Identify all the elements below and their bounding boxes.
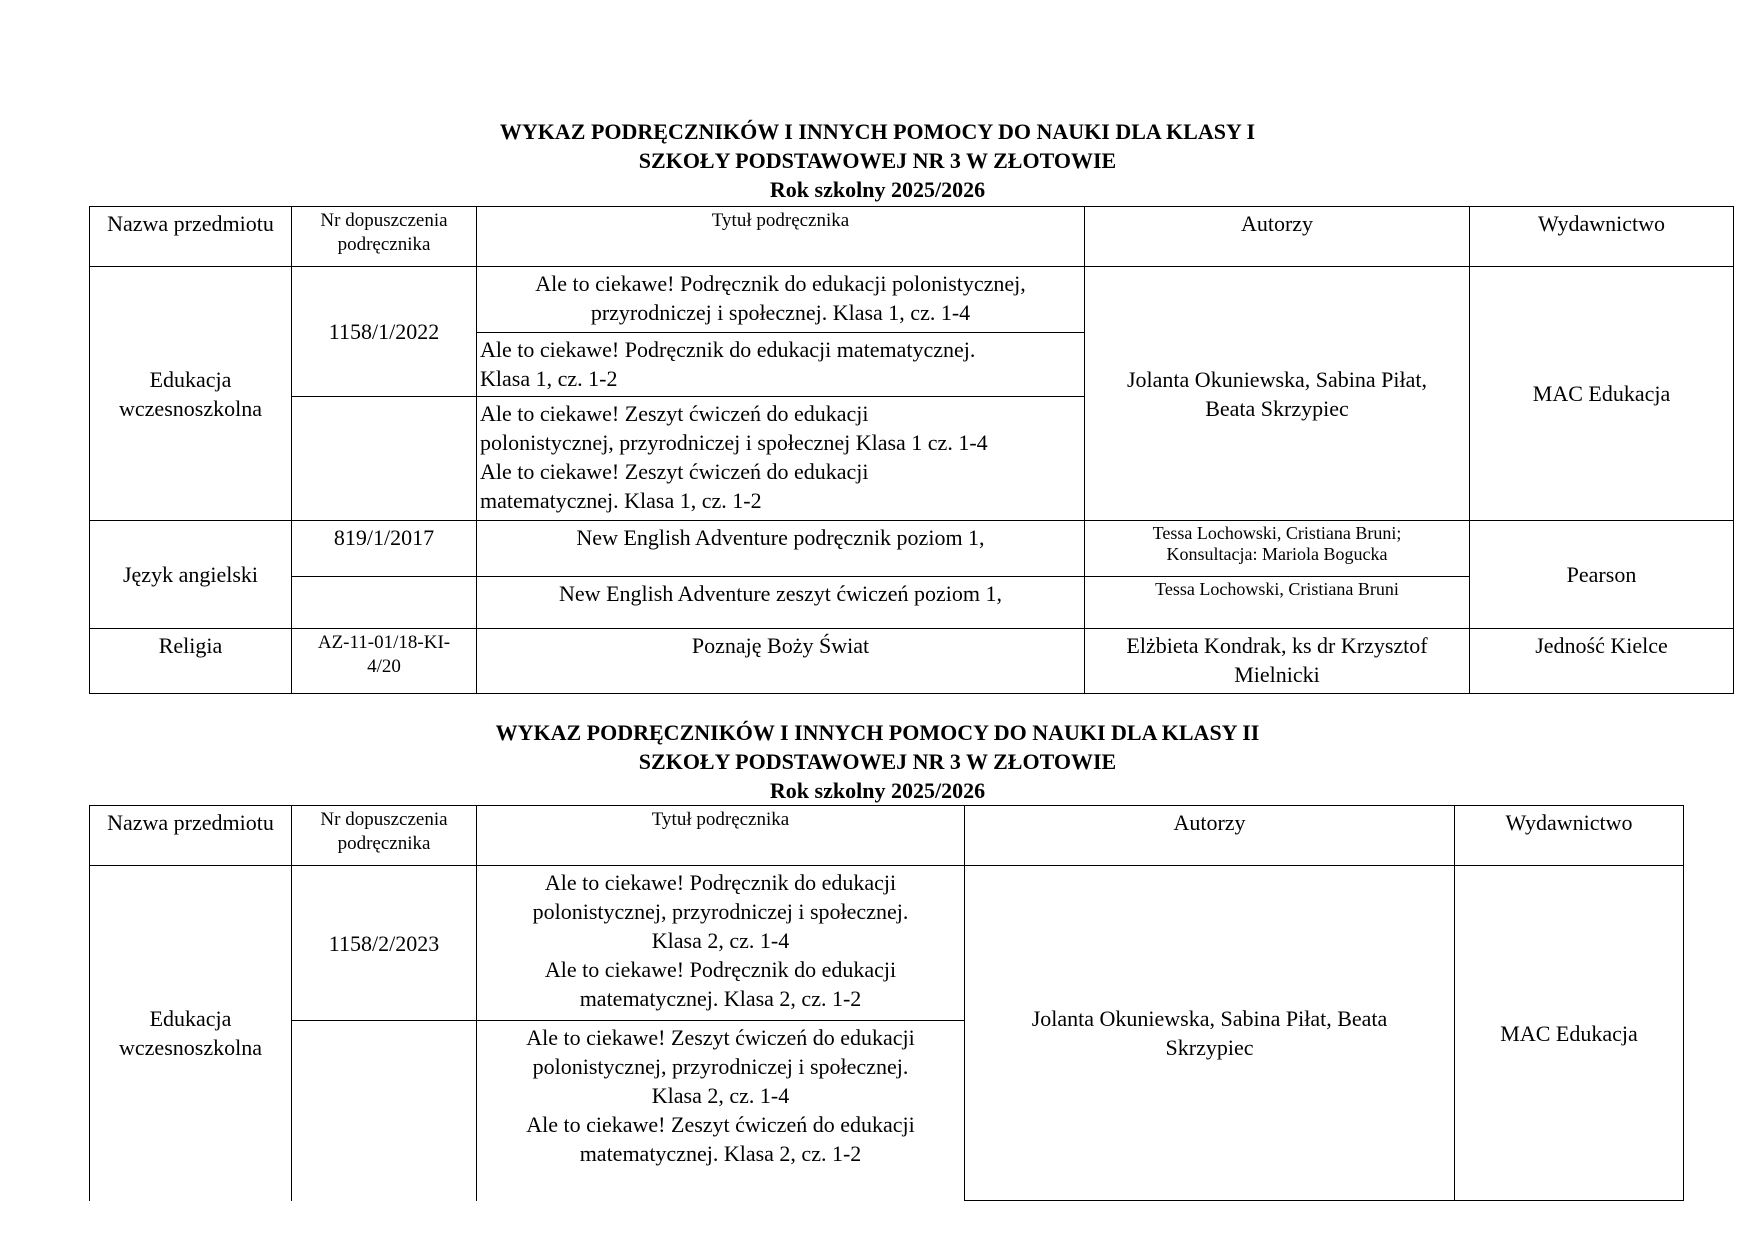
authors-cell: Tessa Lochowski, Cristiana Bruni — [1085, 577, 1470, 629]
approval-number-cell — [292, 577, 477, 629]
workbook-title-cell: New English Adventure zeszyt ćwiczeń poziom 1, — [477, 577, 1085, 629]
subject-cell: Edukacja wczesnoszkolna — [90, 267, 292, 521]
approval-number-cell: 819/1/2017 — [292, 521, 477, 577]
table-header-row — [90, 806, 1684, 866]
approval-number-cell: 1158/1/2022 — [292, 267, 477, 397]
heading-year-line: Rok szkolny 2025/2026 — [769, 177, 986, 202]
publisher-cell: MAC Edukacja — [1470, 267, 1734, 521]
heading-school-line: SZKOŁY PODSTAWOWEJ NR 3 W ZŁOTOWIE — [638, 148, 1117, 173]
heading-school-line: SZKOŁY PODSTAWOWEJ NR 3 W ZŁOTOWIE — [638, 749, 1117, 774]
workbook-title-cell: Ale to ciekawe! Zeszyt ćwiczeń do edukacji polonistycznej, przyrodniczej i społecznej Klasa 1 cz. 1-4 Ale to ciekawe! Zeszyt ćwiczeń do edukacji matematycznej. Klasa 1, cz. 1-2 — [477, 397, 1085, 521]
textbook-table-class-1 — [89, 206, 1734, 694]
heading-class-2 — [0, 718, 1755, 805]
column-header-subject: Nazwa przedmiotu — [90, 207, 292, 267]
heading-title-line: WYKAZ PODRĘCZNIKÓW I INNYCH POMOCY DO NAUKI DLA KLASY II — [495, 720, 1260, 745]
publisher-cell: Jedność Kielce — [1470, 629, 1734, 694]
column-header-title: Tytuł podręcznika — [477, 207, 1085, 267]
authors-cell: Elżbieta Kondrak, ks dr Krzysztof Mielnicki — [1085, 629, 1470, 694]
subject-cell: Edukacja wczesnoszkolna — [90, 866, 292, 1201]
table-row — [90, 629, 1734, 694]
publisher-cell: Pearson — [1470, 521, 1734, 629]
table-header-row — [90, 207, 1734, 267]
textbook-title-cell: New English Adventure podręcznik poziom 1, — [477, 521, 1085, 577]
subject-cell: Religia — [90, 629, 292, 694]
column-header-approval: Nr dopuszczenia podręcznika — [292, 806, 477, 866]
authors-cell: Jolanta Okuniewska, Sabina Piłat, Beata Skrzypiec — [965, 866, 1455, 1201]
approval-number-cell: AZ-11-01/18-KI- 4/20 — [292, 629, 477, 694]
authors-cell: Jolanta Okuniewska, Sabina Piłat, Beata Skrzypiec — [1085, 267, 1470, 521]
approval-number-cell — [292, 1021, 477, 1201]
workbook-title-cell: Ale to ciekawe! Zeszyt ćwiczeń do edukacji polonistycznej, przyrodniczej i społecznej. Klasa 2, cz. 1-4 Ale to ciekawe! Zeszyt ćwiczeń do edukacji matematycznej. Klasa 2, cz. 1-2 — [477, 1021, 965, 1201]
table-row — [90, 267, 1734, 333]
authors-cell: Tessa Lochowski, Cristiana Bruni; Konsultacja: Mariola Bogucka — [1085, 521, 1470, 577]
column-header-subject: Nazwa przedmiotu — [90, 806, 292, 866]
column-header-authors: Autorzy — [965, 806, 1455, 866]
textbook-title-cell: Ale to ciekawe! Podręcznik do edukacji matematycznej. Klasa 1, cz. 1-2 — [477, 333, 1085, 397]
heading-class-1 — [0, 117, 1755, 204]
column-header-publisher: Wydawnictwo — [1470, 207, 1734, 267]
publisher-cell: MAC Edukacja — [1455, 866, 1684, 1201]
column-header-title: Tytuł podręcznika — [477, 806, 965, 866]
textbook-table-class-2 — [89, 805, 1684, 1201]
column-header-approval: Nr dopuszczenia podręcznika — [292, 207, 477, 267]
approval-number-cell: 1158/2/2023 — [292, 866, 477, 1021]
subject-cell: Język angielski — [90, 521, 292, 629]
heading-title-line: WYKAZ PODRĘCZNIKÓW I INNYCH POMOCY DO NAUKI DLA KLASY I — [499, 119, 1256, 144]
textbook-title-cell: Ale to ciekawe! Podręcznik do edukacji polonistycznej, przyrodniczej i społecznej. Klasa 1, cz. 1-4 — [477, 267, 1085, 333]
column-header-publisher: Wydawnictwo — [1455, 806, 1684, 866]
approval-number-cell — [292, 397, 477, 521]
table-row — [90, 521, 1734, 577]
textbook-title-cell: Poznaję Boży Świat — [477, 629, 1085, 694]
table-row — [90, 866, 1684, 1021]
textbook-title-cell: Ale to ciekawe! Podręcznik do edukacji polonistycznej, przyrodniczej i społecznej. Klasa 2, cz. 1-4 Ale to ciekawe! Podręcznik do edukacji matematycznej. Klasa 2, cz. 1-2 — [477, 866, 965, 1021]
heading-year-line: Rok szkolny 2025/2026 — [769, 778, 986, 803]
column-header-authors: Autorzy — [1085, 207, 1470, 267]
